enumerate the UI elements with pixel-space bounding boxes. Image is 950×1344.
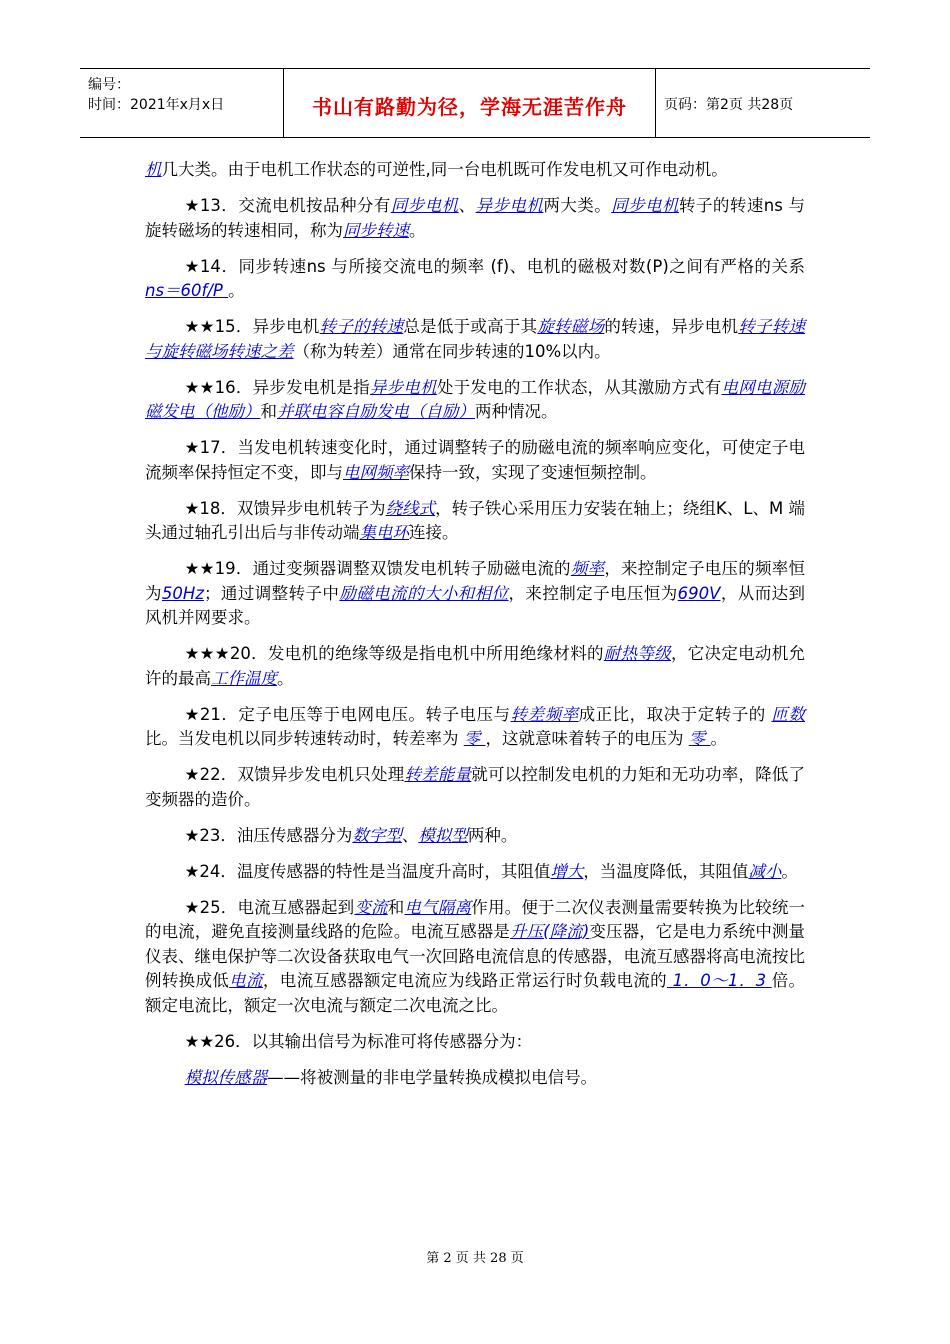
fill-in-answer: 绕线式 — [385, 498, 436, 518]
fill-in-answer: 升压(降流) — [510, 922, 590, 941]
fill-in-answer: 匝数 — [771, 704, 806, 724]
fill-in-answer: 50Hz — [161, 583, 204, 603]
paragraph — [145, 436, 805, 485]
paragraph — [145, 642, 805, 691]
paragraph-text: ★21．定子电压等于电网电压。转子电压与 — [184, 704, 511, 724]
paragraph-text: 比。当发电机以同步转速转动时，转差率为 — [145, 729, 464, 748]
paragraph-text: （称为转差）通常在同步转速的10%以内。 — [293, 341, 611, 361]
paragraph-text: 、 — [458, 196, 476, 215]
paragraph-text: ★13．交流电机按品种分有 — [184, 196, 391, 215]
fill-in-answer: 电网频率 — [343, 462, 409, 482]
paragraph-text: 几大类。由于电机工作状态的可逆性,同一台电机既可作发电机又可作电动机。 — [161, 160, 728, 179]
paragraph-text: ★24．温度传感器的特性是当温度升高时，其阻值 — [184, 861, 551, 881]
header-page-info: 页码：第2页 共28页 — [664, 97, 794, 113]
paragraph-text: ，来控制定子电压的频率恒为 — [145, 559, 806, 603]
fill-in-answer: 1．0～1．3 — [667, 971, 772, 990]
paragraph-text: ★★15．异步电机 — [184, 317, 320, 336]
fill-in-answer: 旋转磁场 — [537, 317, 605, 336]
paragraph-text: 变压器，它是电力系统中测量仪表、继电保护等二次设备获取电气一次回路电流信息的传感器，电流互感器将高电流按比例转换成低 — [145, 922, 806, 990]
paragraph-text: 。 — [781, 861, 798, 881]
fill-in-answer: 耐热等级 — [603, 644, 671, 663]
paragraph-text: ★18．双馈异步电机转子为 — [184, 498, 386, 518]
paragraph-text: 处于发电的工作状态，从其激励方式有 — [436, 377, 722, 397]
paragraph-text: 两种。 — [467, 825, 518, 845]
fill-in-answer: 异步电机 — [369, 377, 437, 397]
page-footer: 第 2 页 共 28 页 — [426, 1251, 524, 1266]
header-meta — [88, 75, 224, 115]
fill-in-answer: 集电环 — [359, 523, 409, 542]
time-label: 时间：2021年x月x日 — [88, 97, 225, 113]
paragraph-text: 和 — [387, 897, 405, 917]
fill-in-answer: 变流 — [354, 897, 388, 917]
paragraph-text: 作用。便于二次仪表测量需要转换为比较统一的电流，避免直接测量线路的危险。电流互感器是 — [145, 897, 806, 941]
header-divider — [655, 69, 656, 137]
fill-in-answer: 同步电机 — [390, 196, 459, 215]
paragraph — [145, 763, 805, 812]
fill-in-answer: 零 — [463, 729, 486, 748]
paragraph — [145, 315, 805, 364]
fill-in-answer: 转子转速与旋转磁场转速之差 — [145, 317, 806, 361]
paragraph-text: 。 — [277, 668, 294, 688]
paragraph-text: ★22．双馈异步发电机只处理 — [184, 765, 405, 784]
paragraph — [145, 376, 805, 425]
fill-in-answer: 减小 — [748, 861, 782, 881]
paragraph-text: ★17．当发电机转速变化时，通过调整转子的励磁电流的频率响应变化，可使定子电流频率保持恒定不变，即与 — [145, 438, 805, 482]
fill-in-answer: 690V — [677, 583, 721, 603]
paragraph-text: 总是低于或高于其 — [403, 317, 538, 336]
paragraph-text: ，它决定电动机允许的最高 — [145, 644, 806, 688]
paragraph-text: ；通过调整转子中 — [204, 583, 340, 603]
fill-in-answer: 电气隔离 — [404, 897, 472, 917]
paragraph — [145, 194, 805, 243]
paragraph-text: ★14．同步转速ns 与所接交流电的频率 (f)、电机的磁极对数(P)之间有严格的关系 — [184, 256, 805, 276]
paragraph — [145, 557, 805, 631]
paragraph-text: ，这就意味着转子的电压为 — [485, 729, 689, 748]
paragraph-text: ★25．电流互感器起到 — [184, 897, 355, 917]
paragraph-text: 和 — [260, 402, 277, 421]
paragraph-text: ★★16．异步发电机是指 — [184, 377, 370, 397]
fill-in-answer: 数字型 — [352, 825, 402, 845]
paragraph-text: 保持一致，实现了变速恒频控制。 — [409, 462, 657, 482]
fill-in-answer: 模拟型 — [418, 825, 468, 845]
paragraph-text: 。 — [228, 281, 245, 300]
paragraph-text: ★★19．通过变频器调整双馈发电机转子励磁电流的 — [184, 559, 571, 578]
paragraph-text: 倍。额定电流比，额定一次电流与额定二次电流之比。 — [145, 971, 806, 1015]
page-header — [80, 68, 870, 138]
fill-in-answer: 转子的转速 — [319, 317, 404, 336]
fill-in-answer: 机 — [145, 160, 162, 179]
paragraph — [145, 1030, 805, 1055]
fill-in-answer: 电流 — [229, 971, 263, 990]
fill-in-answer: 并联电容自励发电（自励） — [277, 402, 475, 421]
header-motto: 书山有路勤为径，学海无涯苦作舟 — [312, 95, 627, 119]
paragraph — [145, 158, 805, 183]
paragraph-text: 成正比，取决于定转子的 — [578, 704, 772, 724]
paragraph-text: 两种情况。 — [475, 402, 558, 421]
paragraph — [145, 824, 805, 849]
paragraph-text: ★23．油压传感器分为 — [184, 825, 353, 845]
paragraph-text: 的转速，异步电机 — [604, 317, 739, 336]
fill-in-answer: 模拟传感器 — [184, 1067, 268, 1087]
fill-in-answer: 零 — [688, 729, 711, 748]
fill-in-answer: 频率 — [570, 559, 605, 578]
fill-in-answer: ns＝60f/P — [145, 281, 229, 300]
paragraph — [145, 860, 805, 885]
paragraph — [145, 255, 805, 304]
paragraph — [145, 703, 805, 752]
fill-in-answer: 增大 — [550, 861, 584, 881]
fill-in-answer: 异步电机 — [475, 196, 544, 215]
paragraph-text: ——将被测量的非电学量转换成模拟电信号。 — [267, 1067, 598, 1087]
paragraph-text: ，转子铁心采用压力安装在轴上；绕组K、L、M 端头通过轴孔引出后与非传动端 — [145, 498, 806, 542]
fill-in-answer: 电网电源励磁发电（他励） — [145, 377, 806, 421]
paragraph-text: ★★26．以其输出信号为标准可将传感器分为： — [184, 1031, 533, 1051]
paragraph-text: 转子的转速ns 与旋转磁场的转速相同，称为 — [145, 196, 806, 240]
paragraph-text: ★★★20．发电机的绝缘等级是指电机中所用绝缘材料的 — [184, 644, 604, 663]
fill-in-answer: 同步电机 — [611, 196, 680, 215]
paragraph-text: 就可以控制发电机的力矩和无功功率，降低了变频器的造价。 — [145, 765, 806, 809]
fill-in-answer: 同步转速 — [343, 220, 409, 240]
paragraph-text: 。 — [710, 729, 727, 748]
paragraph-text: 。 — [409, 220, 426, 240]
paragraph — [145, 497, 805, 546]
paragraph — [145, 1066, 805, 1091]
paragraph — [145, 896, 805, 1019]
fill-in-answer: 转差能量 — [404, 765, 472, 784]
fill-in-answer: 工作温度 — [211, 668, 277, 688]
code-label: 编号： — [88, 77, 130, 93]
paragraph-text: 连接。 — [409, 523, 459, 542]
fill-in-answer: 转差频率 — [510, 704, 579, 724]
paragraph-text: 两大类。 — [543, 196, 612, 215]
paragraph-text: ，来控制定子电压恒为 — [508, 583, 678, 603]
paragraph-text: 、 — [401, 825, 419, 845]
document-body — [145, 158, 805, 1102]
fill-in-answer: 励磁电流的大小和相位 — [339, 583, 509, 603]
paragraph-text: ，从而达到风机并网要求。 — [145, 583, 806, 627]
paragraph-text: ，当温度降低，其阻值 — [583, 861, 749, 881]
paragraph-text: ，电流互感器额定电流应为线路正常运行时负载电流的 — [262, 971, 667, 990]
